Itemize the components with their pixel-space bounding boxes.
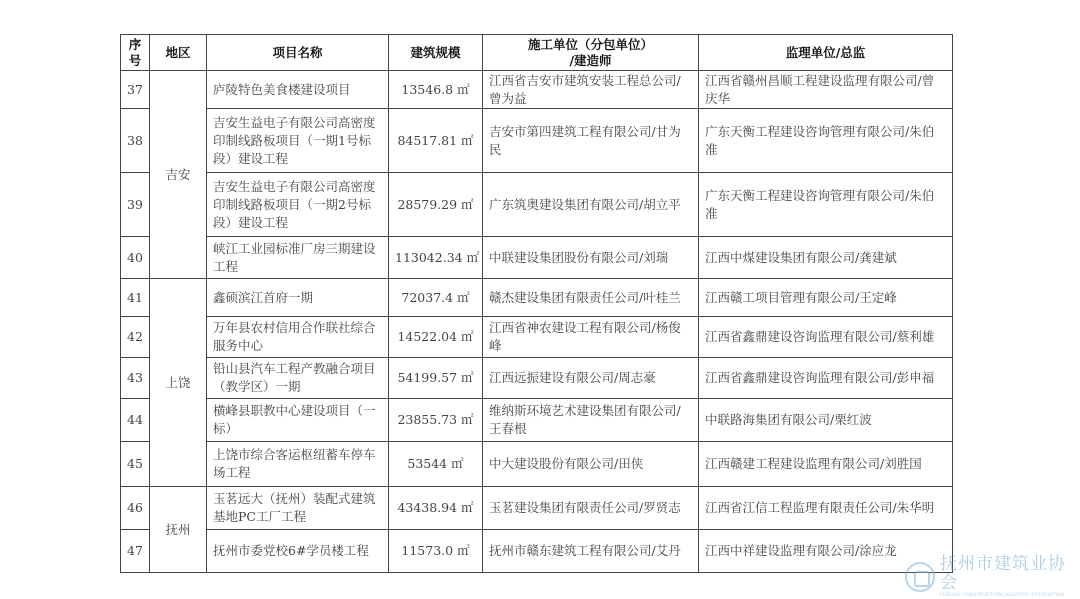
watermark	[905, 554, 1080, 598]
association-logo-icon	[905, 562, 935, 592]
row-no: 41	[121, 279, 150, 317]
supervisor: 江西省江信工程监理有限责任公司/朱华明	[699, 487, 953, 530]
region-cell: 上饶	[150, 279, 207, 487]
builder: 中联建设集团股份有限公司/刘瑞	[483, 237, 699, 279]
project-name: 庐陵特色美食楼建设项目	[207, 71, 389, 109]
header-name: 项目名称	[207, 35, 389, 71]
header-builder-line2: /建造师	[569, 52, 612, 68]
row-no: 37	[121, 71, 150, 109]
supervisor: 江西省鑫鼎建设咨询监理有限公司/彭申福	[699, 358, 953, 399]
building-scale: 14522.04 ㎡	[389, 317, 483, 358]
table-row	[121, 487, 953, 530]
building-scale: 54199.57 ㎡	[389, 358, 483, 399]
project-name: 抚州市委党校6#学员楼工程	[207, 530, 389, 573]
project-name: 吉安生益电子有限公司高密度印制线路板项目（一期2号标段）建设工程	[207, 173, 389, 237]
builder: 江西远振建设有限公司/周志豪	[483, 358, 699, 399]
row-no: 44	[121, 399, 150, 442]
table-row	[121, 317, 953, 358]
builder: 江西省吉安市建筑安装工程总公司/曾为益	[483, 71, 699, 109]
row-no: 45	[121, 442, 150, 487]
row-no: 39	[121, 173, 150, 237]
builder: 赣杰建设集团有限责任公司/叶桂兰	[483, 279, 699, 317]
table-row	[121, 358, 953, 399]
row-no: 40	[121, 237, 150, 279]
table-row	[121, 279, 953, 317]
table-row	[121, 530, 953, 573]
building-scale: 72037.4 ㎡	[389, 279, 483, 317]
supervisor: 广东天衡工程建设咨询管理有限公司/朱伯准	[699, 109, 953, 173]
building-scale: 23855.73 ㎡	[389, 399, 483, 442]
supervisor: 江西赣工项目管理有限公司/王定峰	[699, 279, 953, 317]
header-region: 地区	[150, 35, 207, 71]
building-scale: 11573.0 ㎡	[389, 530, 483, 573]
table-row	[121, 237, 953, 279]
project-name: 铅山县汽车工程产教融合项目（教学区）一期	[207, 358, 389, 399]
supervisor: 江西省赣州昌顺工程建设监理有限公司/曾庆华	[699, 71, 953, 109]
table-row	[121, 173, 953, 237]
header-supervisor: 监理单位/总监	[699, 35, 953, 71]
project-name: 万年县农村信用合作联社综合服务中心	[207, 317, 389, 358]
builder: 广东筑奥建设集团有限公司/胡立平	[483, 173, 699, 237]
building-scale: 84517.81 ㎡	[389, 109, 483, 173]
table-row	[121, 109, 953, 173]
header-scale: 建筑规模	[389, 35, 483, 71]
building-scale: 13546.8 ㎡	[389, 71, 483, 109]
building-scale: 43438.94 ㎡	[389, 487, 483, 530]
builder: 江西省神农建设工程有限公司/杨俊峰	[483, 317, 699, 358]
builder: 中大建设股份有限公司/田侠	[483, 442, 699, 487]
header-no: 序号	[121, 35, 150, 71]
builder: 抚州市赣东建筑工程有限公司/艾丹	[483, 530, 699, 573]
header-builder-line1: 施工单位（分包单位）	[527, 36, 653, 52]
table-header-row	[121, 35, 953, 71]
row-no: 47	[121, 530, 150, 573]
supervisor: 江西省鑫鼎建设咨询监理有限公司/蔡利雄	[699, 317, 953, 358]
building-scale: 53544 ㎡	[389, 442, 483, 487]
project-name: 吉安生益电子有限公司高密度印制线路板项目（一期1号标段）建设工程	[207, 109, 389, 173]
region-cell: 抚州	[150, 487, 207, 573]
row-no: 38	[121, 109, 150, 173]
supervisor: 江西中祥建设监理有限公司/涂应龙	[699, 530, 953, 573]
row-no: 43	[121, 358, 150, 399]
row-no: 42	[121, 317, 150, 358]
region-cell: 吉安	[150, 71, 207, 279]
builder: 吉安市第四建筑工程有限公司/甘为民	[483, 109, 699, 173]
project-name: 横峰县职教中心建设项目（一标）	[207, 399, 389, 442]
table-row	[121, 71, 953, 109]
project-name: 峡江工业园标准厂房三期建设工程	[207, 237, 389, 279]
supervisor: 广东天衡工程建设咨询管理有限公司/朱伯准	[699, 173, 953, 237]
supervisor: 江西中煤建设集团有限公司/龚建斌	[699, 237, 953, 279]
table-row	[121, 399, 953, 442]
watermark-subtitle: FUZHOU CONSTRUCTION INDUSTRY ASSOCIATION	[940, 593, 1065, 598]
header-builder	[483, 35, 699, 71]
table-row	[121, 442, 953, 487]
watermark-text	[940, 555, 1080, 599]
project-table	[120, 34, 953, 573]
builder: 玉茗建设集团有限责任公司/罗贤志	[483, 487, 699, 530]
watermark-title: 抚州市建筑业协会	[940, 554, 1066, 593]
project-name: 鑫硕滨江首府一期	[207, 279, 389, 317]
project-name: 玉茗远大（抚州）装配式建筑基地PC工厂工程	[207, 487, 389, 530]
building-scale: 113042.34 ㎡	[389, 237, 483, 279]
building-scale: 28579.29 ㎡	[389, 173, 483, 237]
supervisor: 江西赣建工程建设监理有限公司/刘胜国	[699, 442, 953, 487]
builder: 维纳斯环境艺术建设集团有限公司/王春根	[483, 399, 699, 442]
project-name: 上饶市综合客运枢纽蓄车停车场工程	[207, 442, 389, 487]
supervisor: 中联路海集团有限公司/栗红波	[699, 399, 953, 442]
row-no: 46	[121, 487, 150, 530]
